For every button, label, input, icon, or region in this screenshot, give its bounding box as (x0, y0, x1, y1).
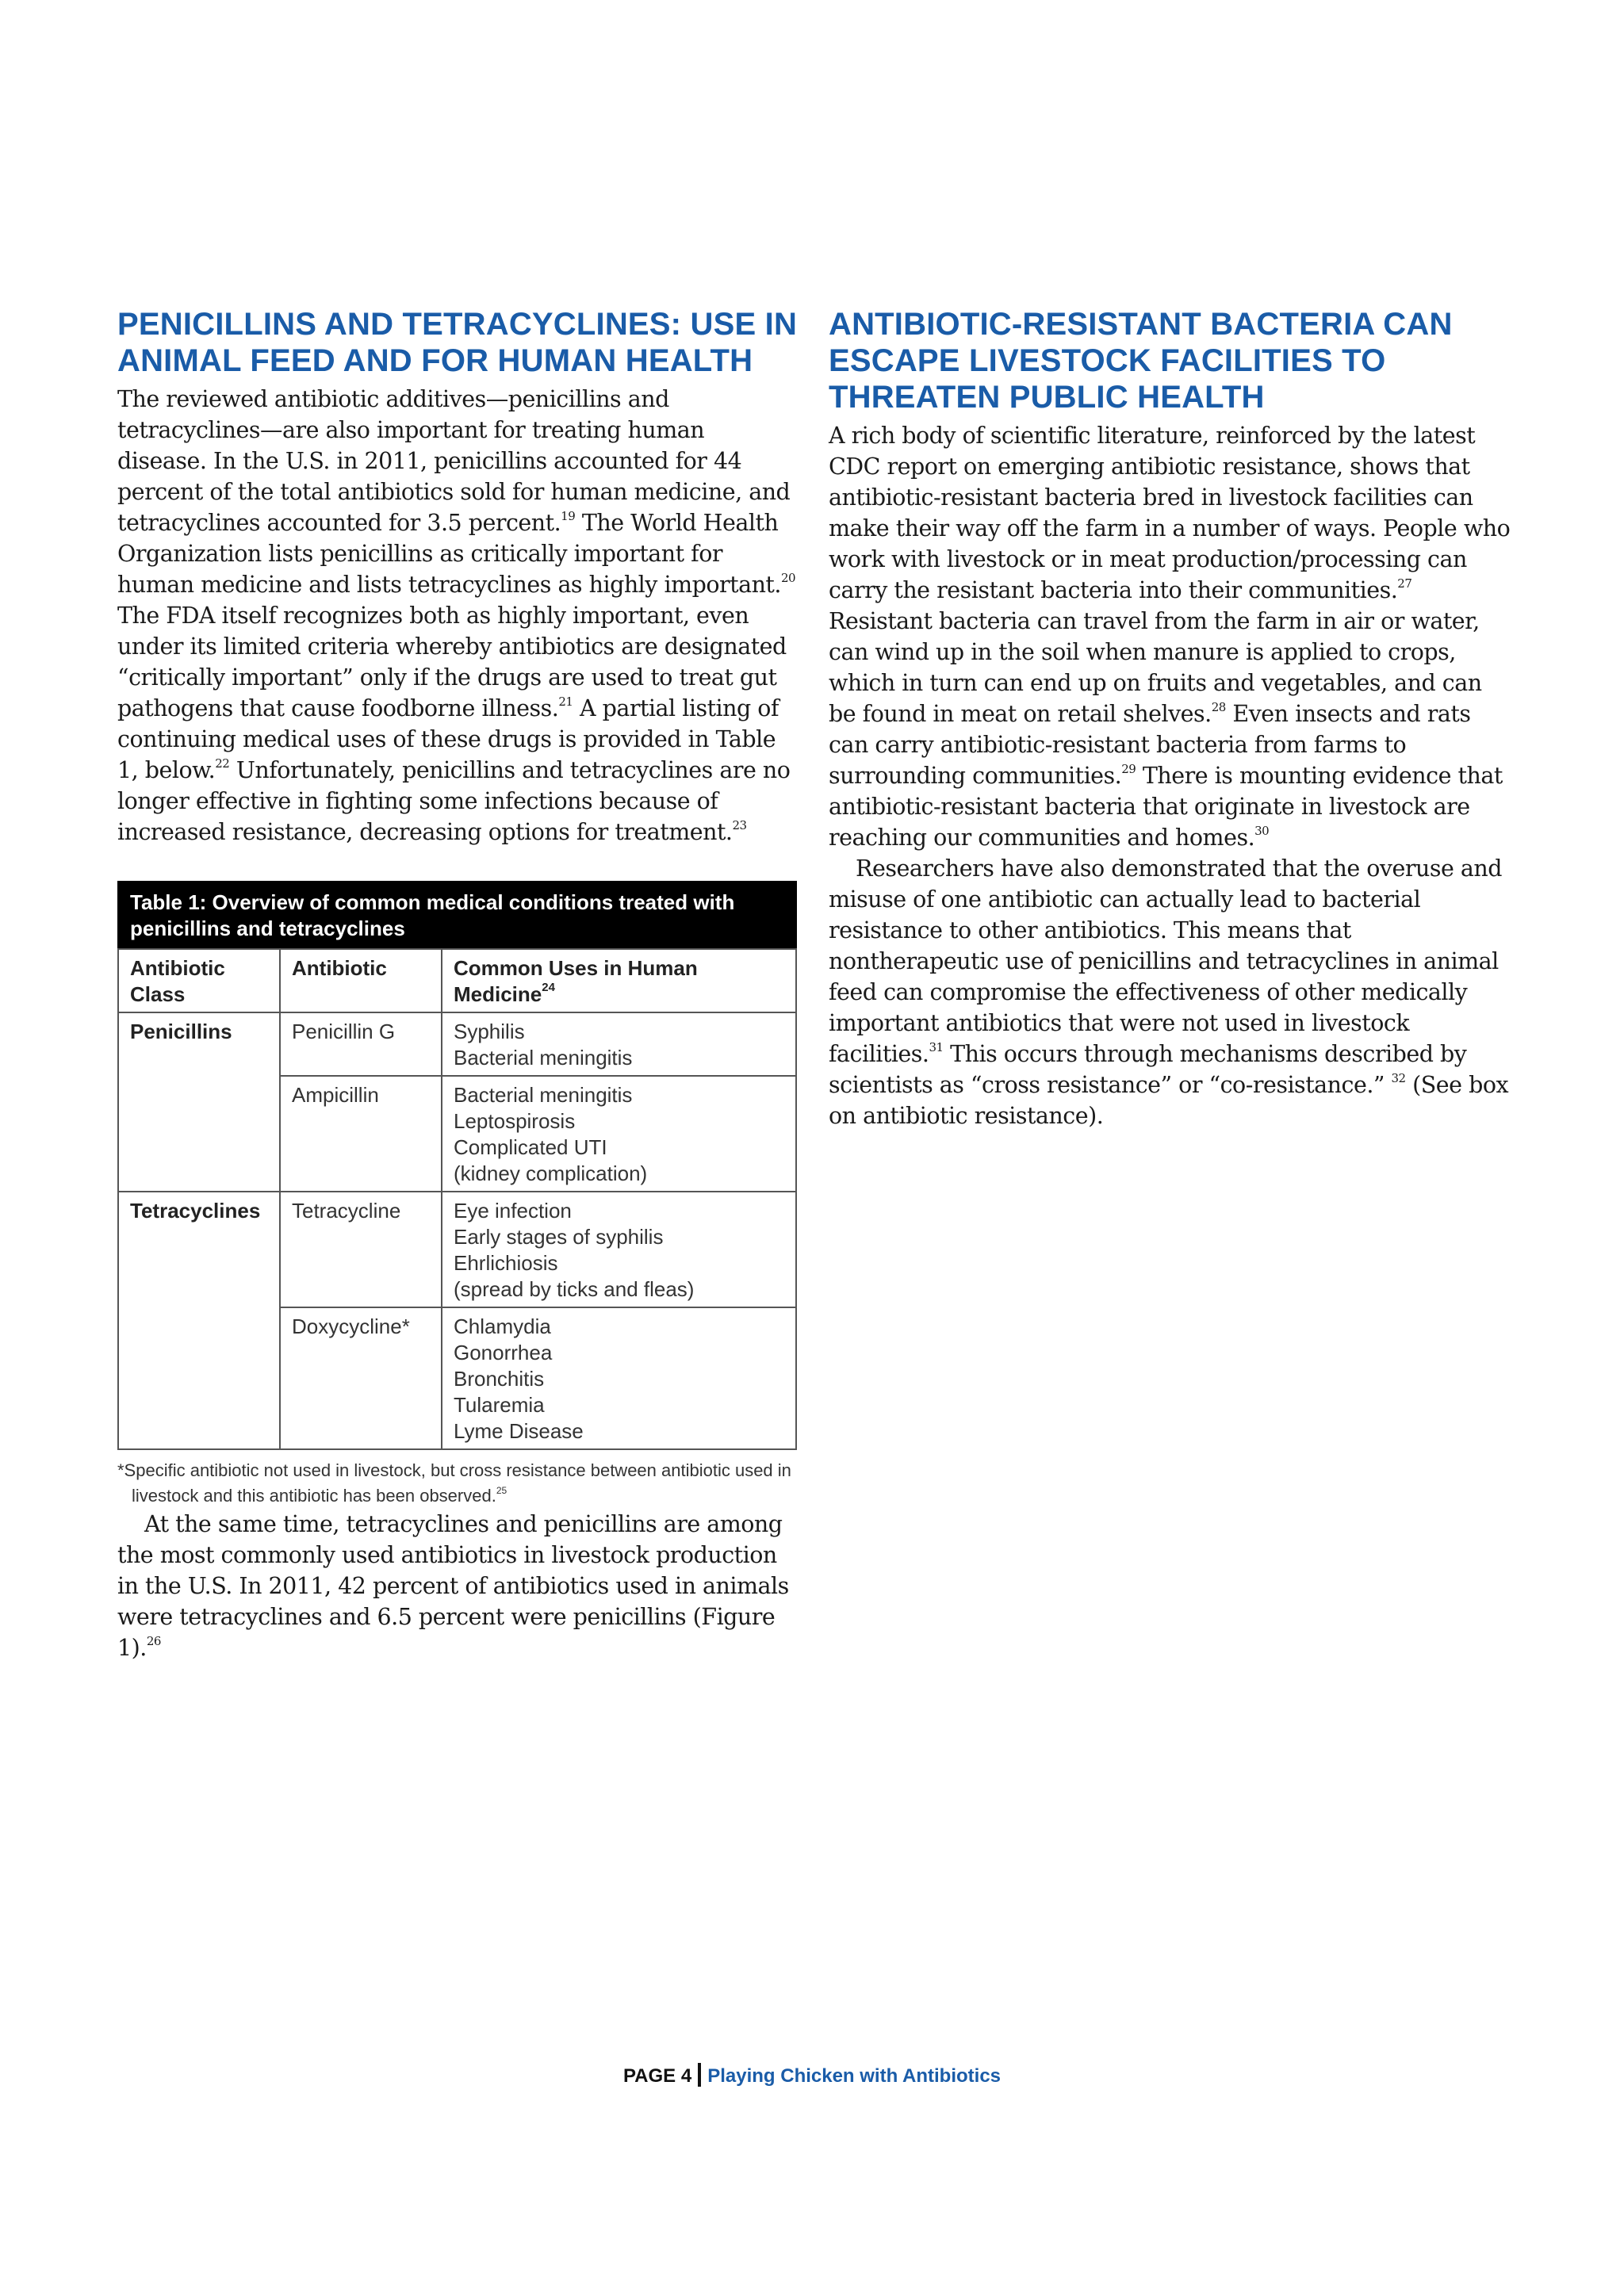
footnote-ref[interactable]: 25 (496, 1485, 508, 1496)
footnote-ref[interactable]: 29 (1121, 762, 1136, 776)
footnote-ref[interactable]: 24 (542, 981, 555, 994)
drug-cell: Tetracycline (280, 1192, 442, 1307)
header-antibiotic: Antibiotic (280, 949, 442, 1012)
uses-cell: Syphilis Bacterial meningitis (442, 1012, 796, 1076)
drug-cell: Penicillin G (280, 1012, 442, 1076)
publication-title: Playing Chicken with Antibiotics (707, 2065, 1002, 2087)
paragraph-livestock-usage: At the same time, tetracyclines and penicillins are among the most commonly used antibiotics in livestock production in the U.S. In 2011, 42 percent of antibiotics used in animals were tetracyclines and 6.5 percent were penicillins (Figure 1).$^{26}$ (117, 1511, 789, 1661)
table-row (118, 1012, 796, 1076)
footnote-ref[interactable]: 32 (1391, 1071, 1406, 1085)
footnote-ref[interactable]: 19 (561, 509, 576, 523)
uses-cell: Bacterial meningitis Leptospirosis Complicated UTI (kidney complication) (442, 1076, 796, 1192)
table-header-row (118, 949, 796, 1012)
footnote-ref[interactable]: 26 (146, 1634, 161, 1648)
drug-cell: Doxycycline* (280, 1307, 442, 1449)
page-footer (0, 2063, 1624, 2087)
paragraph-resistant-bacteria: A rich body of scientific literature, reinforced by the latest CDC report on emerging antibiotic resistance, shows that antibiotic-resistant bacteria bred in livestock facilities can make their way off the farm in a number of ways. People who work with livestock or in meat production/processing can carry the resistant bacteria into their communities.$^{27}$ Resistant bacteria can travel from the farm in air or water, can wind up in the soil when manure is applied to crops, which in turn can end up on fruits and vegetables, and can be found in meat on retail shelves.$^{28}$ Even insects and rats can carry antibiotic-resistant bacteria from farms to surrounding communities.$^{29}$ There is mounting evidence that antibiotic-resistant bacteria that originate in livestock are reaching our communities and homes.$^{30}$ (829, 423, 1511, 851)
left-column (117, 306, 799, 1663)
table-row (118, 1192, 796, 1307)
page-number: PAGE 4 (622, 2065, 692, 2087)
footnote-ref[interactable]: 20 (780, 571, 796, 585)
footnote-ref[interactable]: 31 (929, 1040, 944, 1054)
section-heading-penicillins: PENICILLINS AND TETRACYCLINES: USE IN ANIMAL FEED AND FOR HUMAN HEALTH (117, 307, 798, 378)
footnote-ref[interactable]: 21 (558, 695, 573, 709)
footnote-ref[interactable]: 27 (1397, 576, 1412, 591)
paragraph-penicillins-intro: The reviewed antibiotic additives—penicillins and tetracyclines—are also important for treating human disease. In the U.S. in 2011, penicillins accounted for 44 percent of the total antibiotics sold for human medicine, and tetracyclines accounted for 3.5 percent.$^{19}$ The World Health Organization lists penicillins as critically important for human medicine and lists tetracyclines as highly important.$^{20}$ The FDA itself recognizes both as highly important, even under its limited criteria whereby antibiotics are designated “critically important” only if the drugs are used to treat gut pathogens that cause foodborne illness.$^{21}$ A partial listing of continuing medical uses of these drugs is provided in Table 1, below.$^{22}$ Unfortunately, penicillins and tetracyclines are no longer effective in fighting some infections because of increased resistance, decreasing options for treatment.$^{23}$ (117, 386, 796, 845)
footer-divider (698, 2063, 701, 2087)
drug-cell: Ampicillin (280, 1076, 442, 1192)
footnote-ref[interactable]: 30 (1254, 824, 1270, 838)
table-footnote: *Specific antibiotic not used in livestock, but cross resistance between antibiotic used in livestock and this antibiotic has been observed.$^{25}$ (117, 1460, 791, 1506)
paragraph-cross-resistance: Researchers have also demonstrated that the overuse and misuse of one antibiotic can actually lead to bacterial resistance to other antibiotics. This means that nontherapeutic use of penicillins and tetracyclines in animal feed can compromise the effectiveness of other medically important antibiotics that were not used in livestock facilities.$^{31}$ This occurs through mechanisms described by scientists as “cross resistance” or “co-resistance.” $^{32}$ (See box on antibiotic resistance). (829, 855, 1509, 1129)
footnote-ref[interactable]: 28 (1211, 700, 1226, 714)
class-cell: Tetracyclines (118, 1192, 280, 1449)
section-heading-resistant-bacteria: ANTIBIOTIC-RESISTANT BACTERIA CAN ESCAPE LIVESTOCK FACILITIES TO THREATEN PUBLIC HEALTH (829, 307, 1453, 415)
right-column (829, 306, 1511, 1131)
header-antibiotic-class: Antibiotic Class (118, 949, 280, 1012)
table-1 (117, 881, 797, 1450)
class-cell: Penicillins (118, 1012, 280, 1192)
uses-cell: Eye infection Early stages of syphilis Ehrlichiosis (spread by ticks and fleas) (442, 1192, 796, 1307)
footnote-ref[interactable]: 22 (215, 756, 230, 771)
header-common-uses: Common Uses in Human Medicine$^{24}$ (442, 949, 796, 1012)
footnote-ref[interactable]: 23 (732, 818, 747, 832)
table-caption: Table 1: Overview of common medical conditions treated with penicillins and tetracyclines (117, 881, 797, 948)
uses-cell: Chlamydia Gonorrhea Bronchitis Tularemia Lyme Disease (442, 1307, 796, 1449)
